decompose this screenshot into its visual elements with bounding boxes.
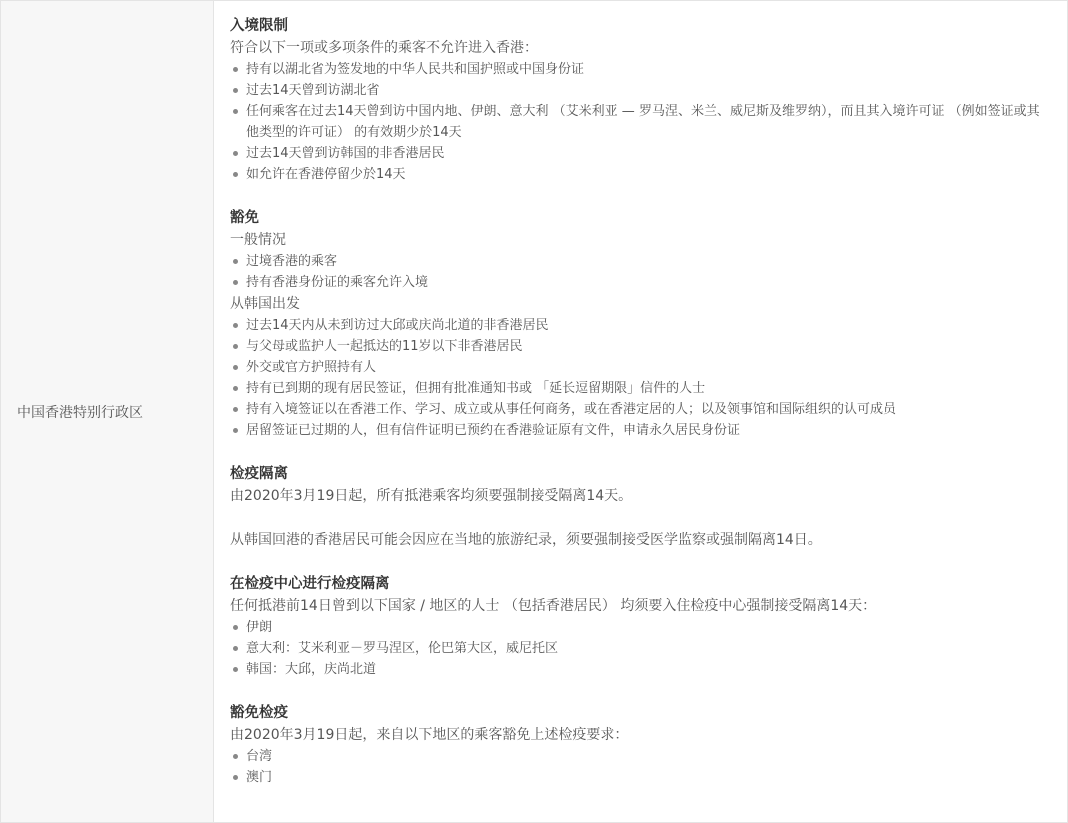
quarantine-text-1: 由2020年3月19日起，所有抵港乘客均须要强制接受隔离14天。: [230, 488, 633, 504]
list-item: 韩国：大邱，庆尚北道: [230, 659, 1051, 680]
region-cell: [1, 1, 214, 822]
region-name: 中国香港特别行政区: [17, 404, 143, 421]
list-item: 持有入境签证以在香港工作、学习、成立或从事任何商务，或在香港定居的人；以及领事馆和国际组织的认可成员: [230, 399, 1051, 420]
quarantine-text-2: 从韩国回港的香港居民可能会因应在当地的旅游纪录，须要强制接受医学监察或强制隔离14日。: [230, 532, 822, 548]
exemptions-general-list: [230, 251, 1051, 293]
list-item: 持有已到期的现有居民签证，但拥有批准通知书或 「延长逗留期限」信件的人士: [230, 378, 1051, 399]
list-item: 过去14天内从未到访过大邱或庆尚北道的非香港居民: [230, 315, 1051, 336]
exemptions-korea-list: [230, 315, 1051, 441]
list-item: 台湾: [230, 746, 1051, 767]
entry-restrictions-title: 入境限制: [230, 18, 288, 34]
list-item: 与父母或监护人一起抵达的11岁以下非香港居民: [230, 336, 1051, 357]
list-item: 持有以湖北省为签发地的中华人民共和国护照或中国身份证: [230, 59, 1051, 80]
list-item: 过境香港的乘客: [230, 251, 1051, 272]
list-item: 伊朗: [230, 617, 1051, 638]
center-quarantine-intro: 任何抵港前14日曾到以下国家 / 地区的人士 （包括香港居民） 均须要入住检疫中心强制接受隔离14天：: [230, 598, 877, 614]
entry-restrictions-intro: 符合以下一项或多项条件的乘客不允许进入香港：: [230, 40, 538, 56]
entry-restrictions-list: [230, 59, 1051, 185]
list-item: 居留签证已过期的人，但有信件证明已预约在香港验证原有文件，申请永久居民身份证: [230, 420, 1051, 441]
exemptions-general-label: 一般情况: [230, 232, 286, 248]
list-item: 意大利：艾米利亚－罗马涅区，伦巴第大区，威尼托区: [230, 638, 1051, 659]
quarantine-exemption-list: [230, 746, 1051, 788]
quarantine-title: 检疫隔离: [230, 466, 288, 482]
exemptions-title: 豁免: [230, 210, 259, 226]
list-item: 持有香港身份证的乘客允许入境: [230, 272, 1051, 293]
list-item: 过去14天曾到访湖北省: [230, 80, 1051, 101]
center-quarantine-list: [230, 617, 1051, 680]
center-quarantine-title: 在检疫中心进行检疫隔离: [230, 576, 390, 592]
list-item: 澳门: [230, 767, 1051, 788]
quarantine-exemption-intro: 由2020年3月19日起，来自以下地区的乘客豁免上述检疫要求：: [230, 727, 629, 743]
details-cell: [214, 1, 1067, 822]
quarantine-exemption-title: 豁免检疫: [230, 705, 288, 721]
list-item: 如允许在香港停留少於14天: [230, 164, 1051, 185]
list-item: 任何乘客在过去14天曾到访中国内地、伊朗、意大利 （艾米利亚 — 罗马涅、米兰、威尼斯及维罗纳），而且其入境许可证 （例如签证或其他类型的许可证） 的有效期少於14天: [230, 101, 1051, 143]
exemptions-korea-label: 从韩国出发: [230, 296, 300, 312]
list-item: 过去14天曾到访韩国的非香港居民: [230, 143, 1051, 164]
list-item: 外交或官方护照持有人: [230, 357, 1051, 378]
